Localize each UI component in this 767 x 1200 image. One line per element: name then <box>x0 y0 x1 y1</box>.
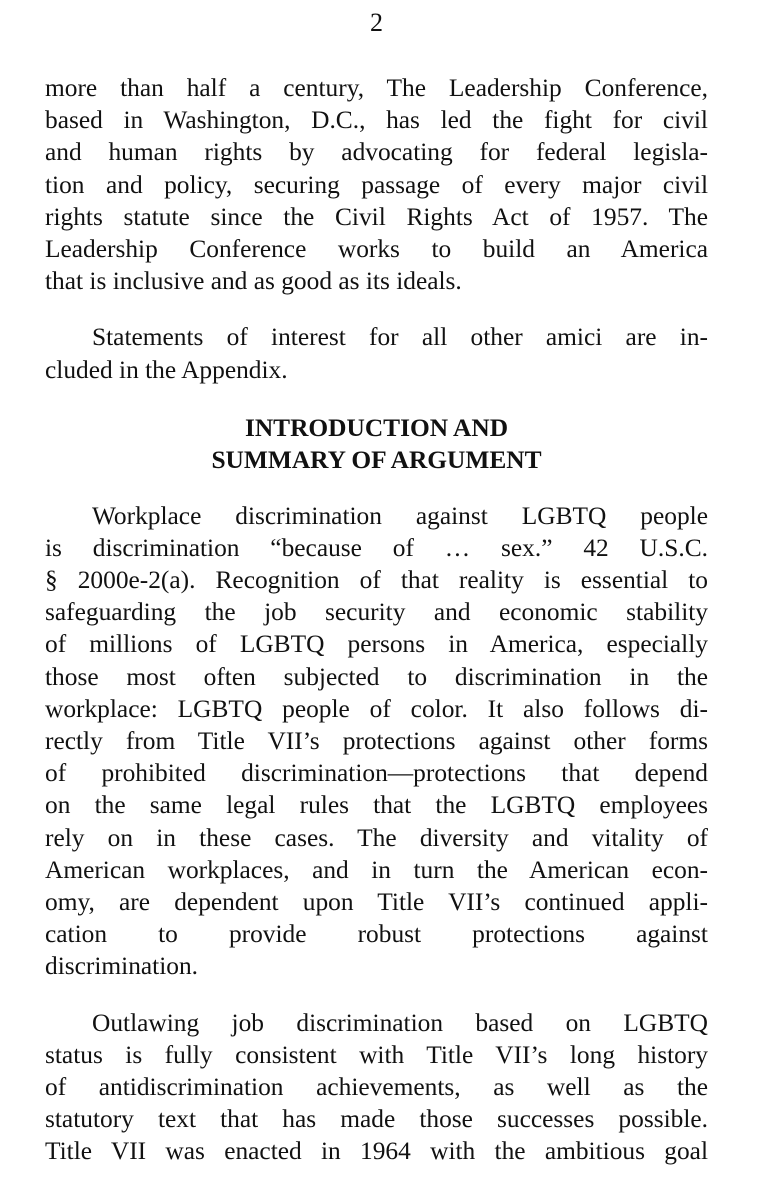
text-line: American workplaces, and in turn the American econ- <box>45 855 708 884</box>
text-line: of millions of LGBTQ persons in America, especially <box>45 630 708 659</box>
text-line: Statements of interest for all other amici are in- <box>92 323 708 352</box>
paragraph-outlawing-discrimination <box>45 1007 708 1168</box>
text-line: tion and policy, securing passage of every major civil <box>45 170 708 199</box>
text-line: omy, are dependent upon Title VII’s continued appli- <box>45 887 708 916</box>
heading-line-1: INTRODUCTION AND <box>244 413 509 442</box>
text-line: discrimination. <box>45 952 199 981</box>
text-line: workplace: LGBTQ people of color. It also follows di- <box>45 694 708 723</box>
document-page <box>45 0 708 1167</box>
text-line: cluded in the Appendix. <box>45 355 288 384</box>
heading-line-2: SUMMARY OF ARGUMENT <box>211 446 542 475</box>
text-line: of prohibited discrimination—protections that depend <box>45 759 708 788</box>
paragraph-leadership-conference <box>45 72 708 297</box>
text-line: Title VII was enacted in 1964 with the ambitious goal <box>45 1137 708 1166</box>
text-line: safeguarding the job security and economic stability <box>45 598 708 627</box>
text-line: status is fully consistent with Title VII’s long history <box>45 1040 708 1069</box>
text-line: more than half a century, The Leadership Conference, <box>45 74 708 102</box>
paragraph-workplace-discrimination <box>45 500 708 983</box>
text-line: rely on in these cases. The diversity and vitality of <box>45 823 708 852</box>
text-line: of antidiscrimination achievements, as well as the <box>45 1072 708 1101</box>
paragraph-statements-of-interest <box>45 321 708 385</box>
text-line: § 2000e-2(a). Recognition of that reality is essential to <box>45 566 708 595</box>
text-line: that is inclusive and as good as its ideals. <box>45 267 462 296</box>
text-line: is discrimination “because of … sex.” 42 U.S.C. <box>45 533 708 562</box>
text-line: on the same legal rules that the LGBTQ employees <box>45 791 708 820</box>
text-line: rights statute since the Civil Rights Act of 1957. The <box>45 202 708 231</box>
text-line: statutory text that has made those successes possible. <box>45 1105 708 1134</box>
text-line: cation to provide robust protections against <box>45 920 708 949</box>
text-line: Workplace discrimination against LGBTQ people <box>92 501 708 530</box>
section-heading <box>45 412 708 477</box>
text-line: Leadership Conference works to build an America <box>45 234 708 263</box>
page-number: 2 <box>370 8 383 37</box>
text-line: and human rights by advocating for federal legisla- <box>45 138 708 167</box>
text-line: rectly from Title VII’s protections against other forms <box>45 727 708 755</box>
text-line: those most often subjected to discrimination in the <box>45 662 708 691</box>
text-line: based in Washington, D.C., has led the fight for civil <box>45 106 708 135</box>
text-line: Outlawing job discrimination based on LGBTQ <box>92 1008 708 1037</box>
